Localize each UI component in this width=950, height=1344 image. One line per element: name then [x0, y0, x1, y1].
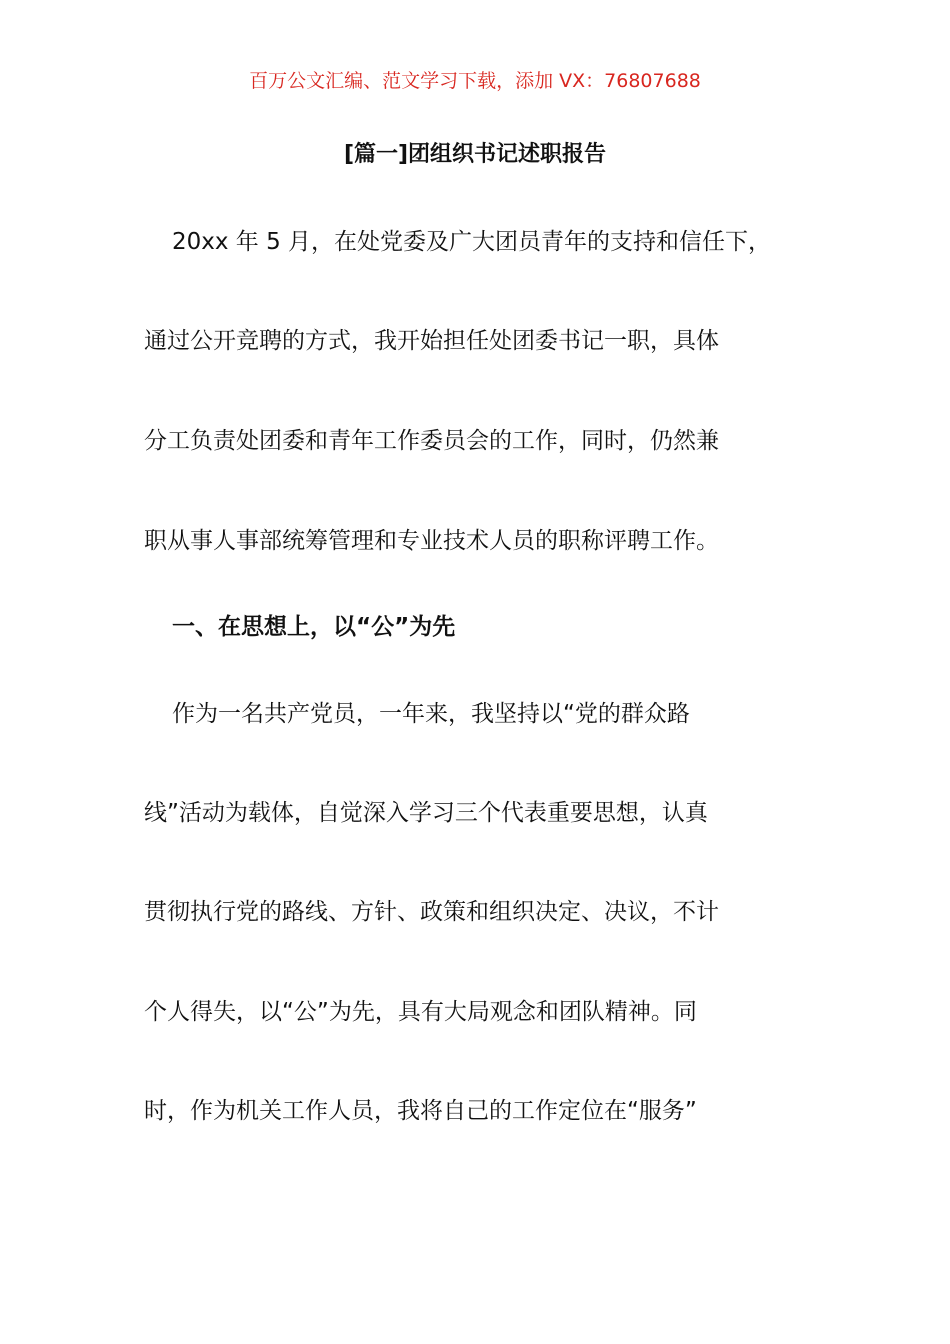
- section-heading: 一、在思想上，以“公”为先: [172, 614, 456, 640]
- paragraph-line: 20xx 年 5 月，在处党委及广大团员青年的支持和信任下，: [172, 229, 772, 255]
- paragraph-line: 时，作为机关工作人员，我将自己的工作定位在“服务”: [144, 1098, 697, 1124]
- document-title: [篇一]团组织书记述职报告: [343, 142, 607, 167]
- paragraph-line: 作为一名共产党员，一年来，我坚持以“党的群众路: [172, 701, 690, 727]
- paragraph-line: 贯彻执行党的路线、方针、政策和组织决定、决议，不计: [144, 899, 719, 925]
- header-banner: 百万公文汇编、范文学习下载，添加 VX：76807688: [249, 70, 701, 92]
- paragraph-line: 线”活动为载体，自觉深入学习三个代表重要思想，认真: [144, 800, 708, 826]
- paragraph-line: 通过公开竞聘的方式，我开始担任处团委书记一职，具体: [144, 328, 719, 354]
- paragraph-line: 个人得失，以“公”为先，具有大局观念和团队精神。同: [144, 999, 697, 1025]
- paragraph-line: 职从事人事部统筹管理和专业技术人员的职称评聘工作。: [144, 528, 719, 554]
- paragraph-line: 分工负责处团委和青年工作委员会的工作，同时，仍然兼: [144, 428, 719, 454]
